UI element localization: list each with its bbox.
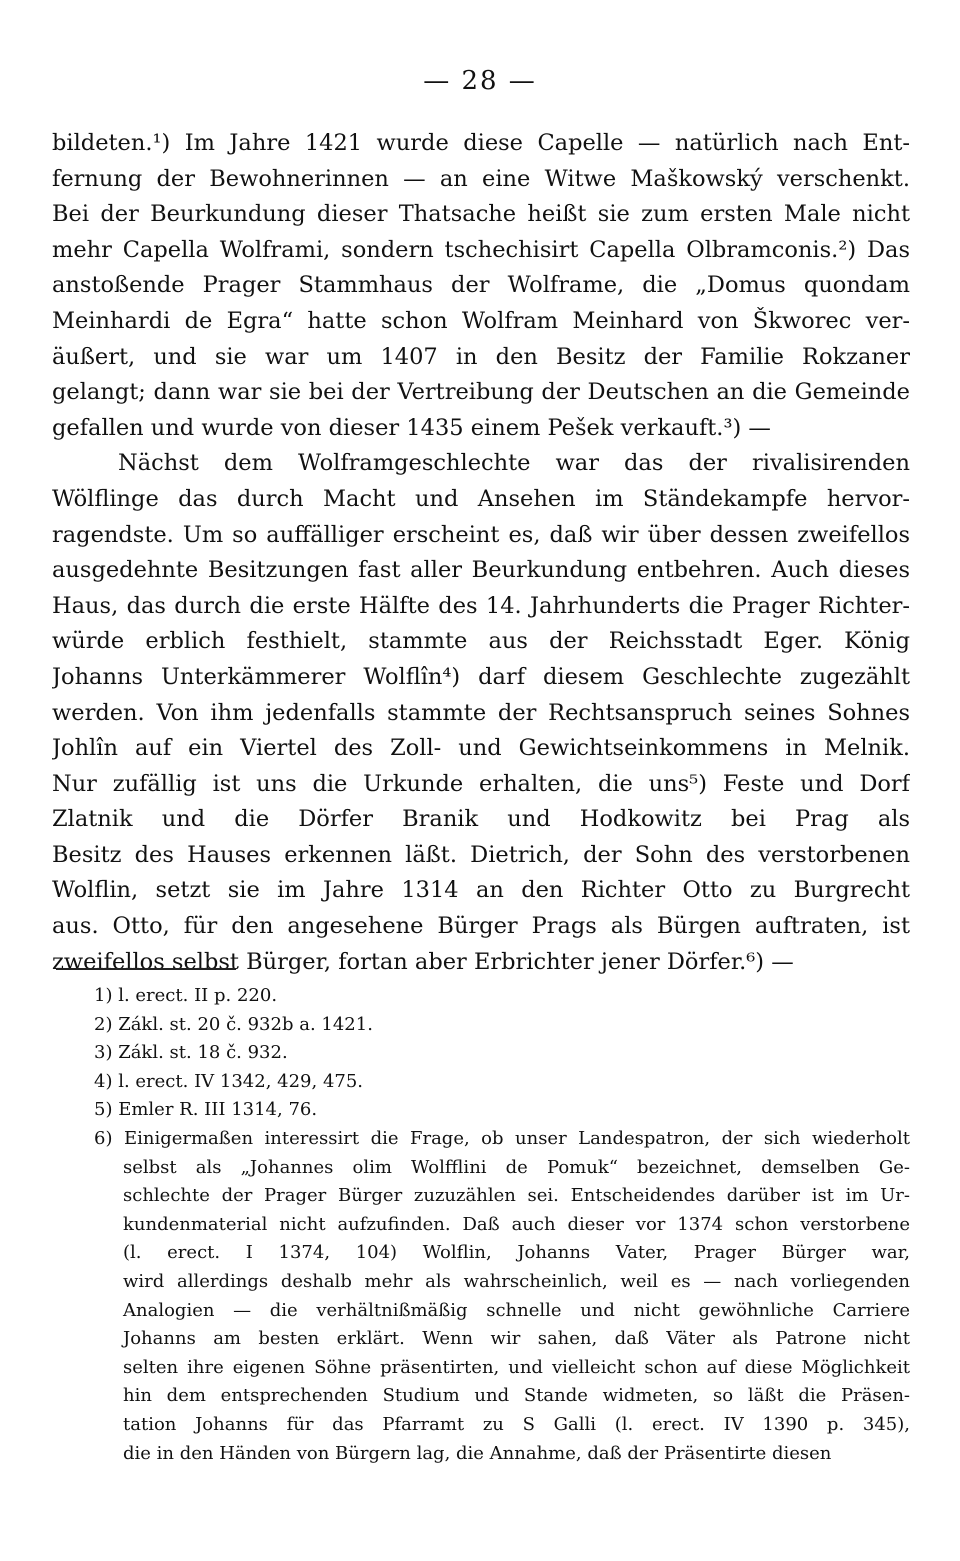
footnote-6-line: Analogien — die verhältnißmäßig schnelle und nicht gewöhnliche Carriere xyxy=(123,1299,910,1321)
footnote-5: 5) Emler R. III 1314, 76. xyxy=(94,1099,318,1121)
text-line: fernung der Bewohnerinnen — an eine Witwe Maškowský verschenkt. xyxy=(52,165,910,192)
text-line: ragendste. Um so auffälliger erscheint es, daß wir über dessen zweifellos xyxy=(52,521,910,548)
text-line: ausgedehnte Besitzungen fast aller Beurkundung entbehren. Auch dieses xyxy=(52,557,910,584)
footnote-6-line: tation Johanns für das Pfarramt zu S Galli (l. erect. IV 1390 p. 345), xyxy=(123,1413,910,1435)
footnotes xyxy=(52,982,910,1468)
text-line: Nächst dem Wolframgeschlechte war das der rivalisirenden xyxy=(118,450,910,477)
footnote-6-line: hin dem entsprechenden Studium und Stande widmeten, so läßt die Präsen- xyxy=(123,1385,910,1407)
footnote-6-line: kundenmaterial nicht aufzufinden. Daß auch dieser vor 1374 schon verstorbene xyxy=(123,1213,910,1235)
text-line: Besitz des Hauses erkennen läßt. Dietrich, der Sohn des verstorbenen xyxy=(52,841,910,868)
footnote-6-line: selbst als „Johannes olim Wolfflini de Pomuk“ bezeichnet, demselben Ge- xyxy=(123,1156,910,1178)
text-line: Johanns Unterkämmerer Wolflîn⁴) darf diesem Geschlechte zugezählt xyxy=(52,663,910,690)
footnote-6-line: selten ihre eigenen Söhne präsentirten, und vielleicht schon auf diese Möglichkeit xyxy=(123,1356,910,1378)
text-line: aus. Otto, für den angesehene Bürger Prags als Bürgen auftraten, ist xyxy=(52,913,910,940)
footnote-separator xyxy=(56,968,236,970)
text-line: Wölflinge das durch Macht und Ansehen im Ständekampfe hervor- xyxy=(52,485,910,512)
footnote-6-line: Johanns am besten erklärt. Wenn wir sahen, daß Väter als Patrone nicht xyxy=(123,1328,910,1350)
text-line: gelangt; dann war sie bei der Vertreibung der Deutschen an die Gemeinde xyxy=(52,379,910,406)
footnote-6-line: die in den Händen von Bürgern lag, die Annahme, daß der Präsentirte diesen xyxy=(123,1442,832,1464)
footnote-2: 2) Zákl. st. 20 č. 932b a. 1421. xyxy=(94,1013,373,1035)
text-line: äußert, und sie war um 1407 in den Besitz der Familie Rokzaner xyxy=(52,343,910,370)
text-line: gefallen und wurde von dieser 1435 einem Pešek verkauft.³) — xyxy=(52,414,771,441)
footnote-3: 3) Zákl. st. 18 č. 932. xyxy=(94,1042,288,1064)
text-line: bildeten.¹) Im Jahre 1421 wurde diese Capelle — natürlich nach Ent- xyxy=(52,130,910,156)
text-line: Johlîn auf ein Viertel des Zoll- und Gewichtseinkommens in Melnik. xyxy=(52,735,910,762)
footnote-1: 1) l. erect. II p. 220. xyxy=(94,985,278,1006)
main-text xyxy=(52,126,910,980)
footnote-6-line: 6) Einigermaßen interessirt die Frage, ob unser Landespatron, der sich wiederholt xyxy=(94,1127,910,1149)
text-line: zweifellos selbst Bürger, fortan aber Erbrichter jener Dörfer.⁶) — xyxy=(52,948,794,975)
text-line: Bei der Beurkundung dieser Thatsache heißt sie zum ersten Male nicht xyxy=(52,201,910,228)
text-line: werden. Von ihm jedenfalls stammte der Rechtsanspruch seines Sohnes xyxy=(52,699,910,726)
footnote-6-line: wird allerdings deshalb mehr als wahrscheinlich, weil es — nach vorliegenden xyxy=(123,1270,910,1292)
text-line: würde erblich festhielt, stammte aus der Reichsstadt Eger. König xyxy=(52,628,910,655)
text-line: anstoßende Prager Stammhaus der Wolframe, die „Domus quondam xyxy=(52,272,910,299)
footnote-4: 4) l. erect. IV 1342, 429, 475. xyxy=(94,1070,364,1092)
text-line: Wolflin, setzt sie im Jahre 1314 an den Richter Otto zu Burgrecht xyxy=(52,877,910,904)
footnote-6-line: schlechte der Prager Bürger zuzuzählen sei. Entscheidendes darüber ist im Ur- xyxy=(123,1185,910,1207)
text-line: mehr Capella Wolframi, sondern tschechisirt Capella Olbramconis.²) Das xyxy=(52,236,910,263)
text-line: Zlatnik und die Dörfer Branik und Hodkowitz bei Prag als xyxy=(52,806,910,833)
text-line: Haus, das durch die erste Hälfte des 14. Jahrhunderts die Prager Richter- xyxy=(52,592,910,619)
footnote-6-line: (l. erect. I 1374, 104) Wolflin, Johanns Vater, Prager Bürger war, xyxy=(123,1242,910,1264)
text-line: Nur zufällig ist uns die Urkunde erhalten, die uns⁵) Feste und Dorf xyxy=(52,770,910,797)
text-line: Meinhardi de Egra“ hatte schon Wolfram Meinhard von Škworec ver- xyxy=(52,307,910,334)
page-number: — 28 — xyxy=(423,66,537,96)
